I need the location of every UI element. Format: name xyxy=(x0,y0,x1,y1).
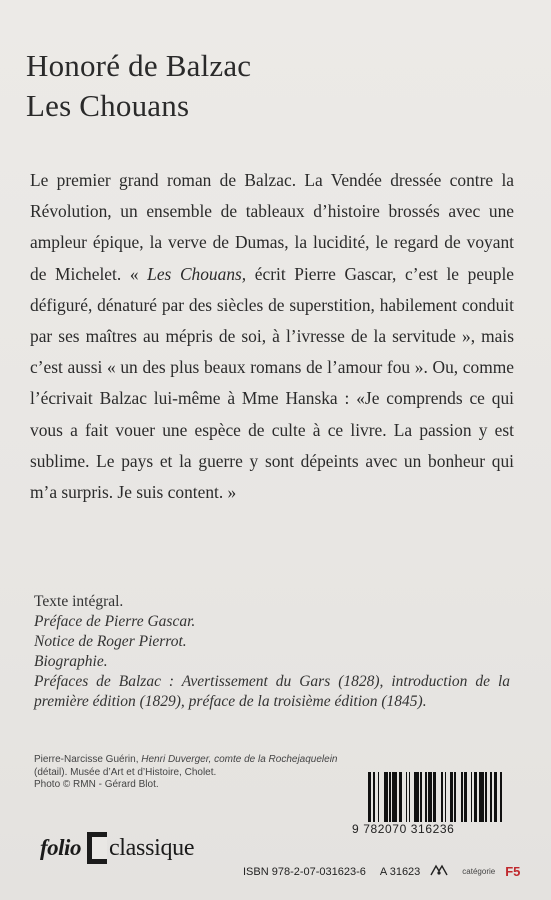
product-code: A 31623 xyxy=(379,865,421,878)
blurb-text-end: écrit Pierre Gascar, c’est le peuple défiguré, dénaturé par des siècles de superstition, habilement conduit par ses maîtres au mépris de soi, à l’ivresse de la servitude », mais c’est aussi « un des plus beaux romans de l’amour fou ». Ou, comme l’écrivait Balzac lui-même à Mme Hanska : «Je comprends ce qui vous a fait vouer une espèce de culte à ce livre. La passion y est sublime. Le pays et la guerre y sont dépeints avec un bonheur qui m’a surpris. Je suis content. » xyxy=(30,263,514,503)
edition-contents xyxy=(34,592,510,712)
isbn-number: ISBN 978-2-07-031623-6 xyxy=(243,865,366,878)
folio-bracket-icon xyxy=(87,832,107,864)
isbn-line xyxy=(243,864,520,879)
contents-prefaces-balzac: Préfaces de Balzac : Avertissement du Gars (1828), introduction de la première édition (1829), préface de la troisième édition (1845). xyxy=(34,673,510,710)
contents-notice: Notice de Roger Pierrot. xyxy=(34,633,187,650)
credit-details: (détail). Musée d’Art et d’Histoire, Cholet. xyxy=(34,766,217,778)
blurb-paragraph xyxy=(30,165,514,508)
publisher-mark-icon xyxy=(430,864,448,879)
logo-folio-word: folio xyxy=(40,835,81,860)
category-value: F5 xyxy=(505,864,521,879)
book-title: Les Chouans xyxy=(26,88,190,123)
cover-image-credit xyxy=(34,754,364,792)
blurb-text-start: Le premier grand roman de Balzac. La Vendée dressée contre la Révolution, un ensemble de tableaux d’histoire brossés avec une ampleur épique, la verve de Dumas, la lucidité, le regard de voyant de Michelet. « xyxy=(30,170,514,284)
folio-classique-logo xyxy=(40,828,194,868)
barcode-space xyxy=(502,772,504,822)
contents-texte: Texte intégral. xyxy=(34,593,124,610)
contents-biographie: Biographie. xyxy=(34,653,108,670)
credit-artist: Pierre-Narcisse Guérin, xyxy=(34,754,142,765)
logo-classique-word: classique xyxy=(108,834,195,861)
barcode-graphic xyxy=(368,772,504,822)
credit-work: Henri Duverger, comte de la Rochejaquelein xyxy=(141,754,338,765)
author-name: Honoré de Balzac xyxy=(26,48,252,83)
credit-photo: Photo © RMN - Gérard Blot. xyxy=(34,779,159,790)
barcode-digits: 9 782070 316236 xyxy=(352,822,455,836)
contents-preface: Préface de Pierre Gascar. xyxy=(34,613,196,630)
category-label: catégorie xyxy=(462,867,496,876)
blurb-italic-title: Les Chouans, xyxy=(147,263,247,284)
